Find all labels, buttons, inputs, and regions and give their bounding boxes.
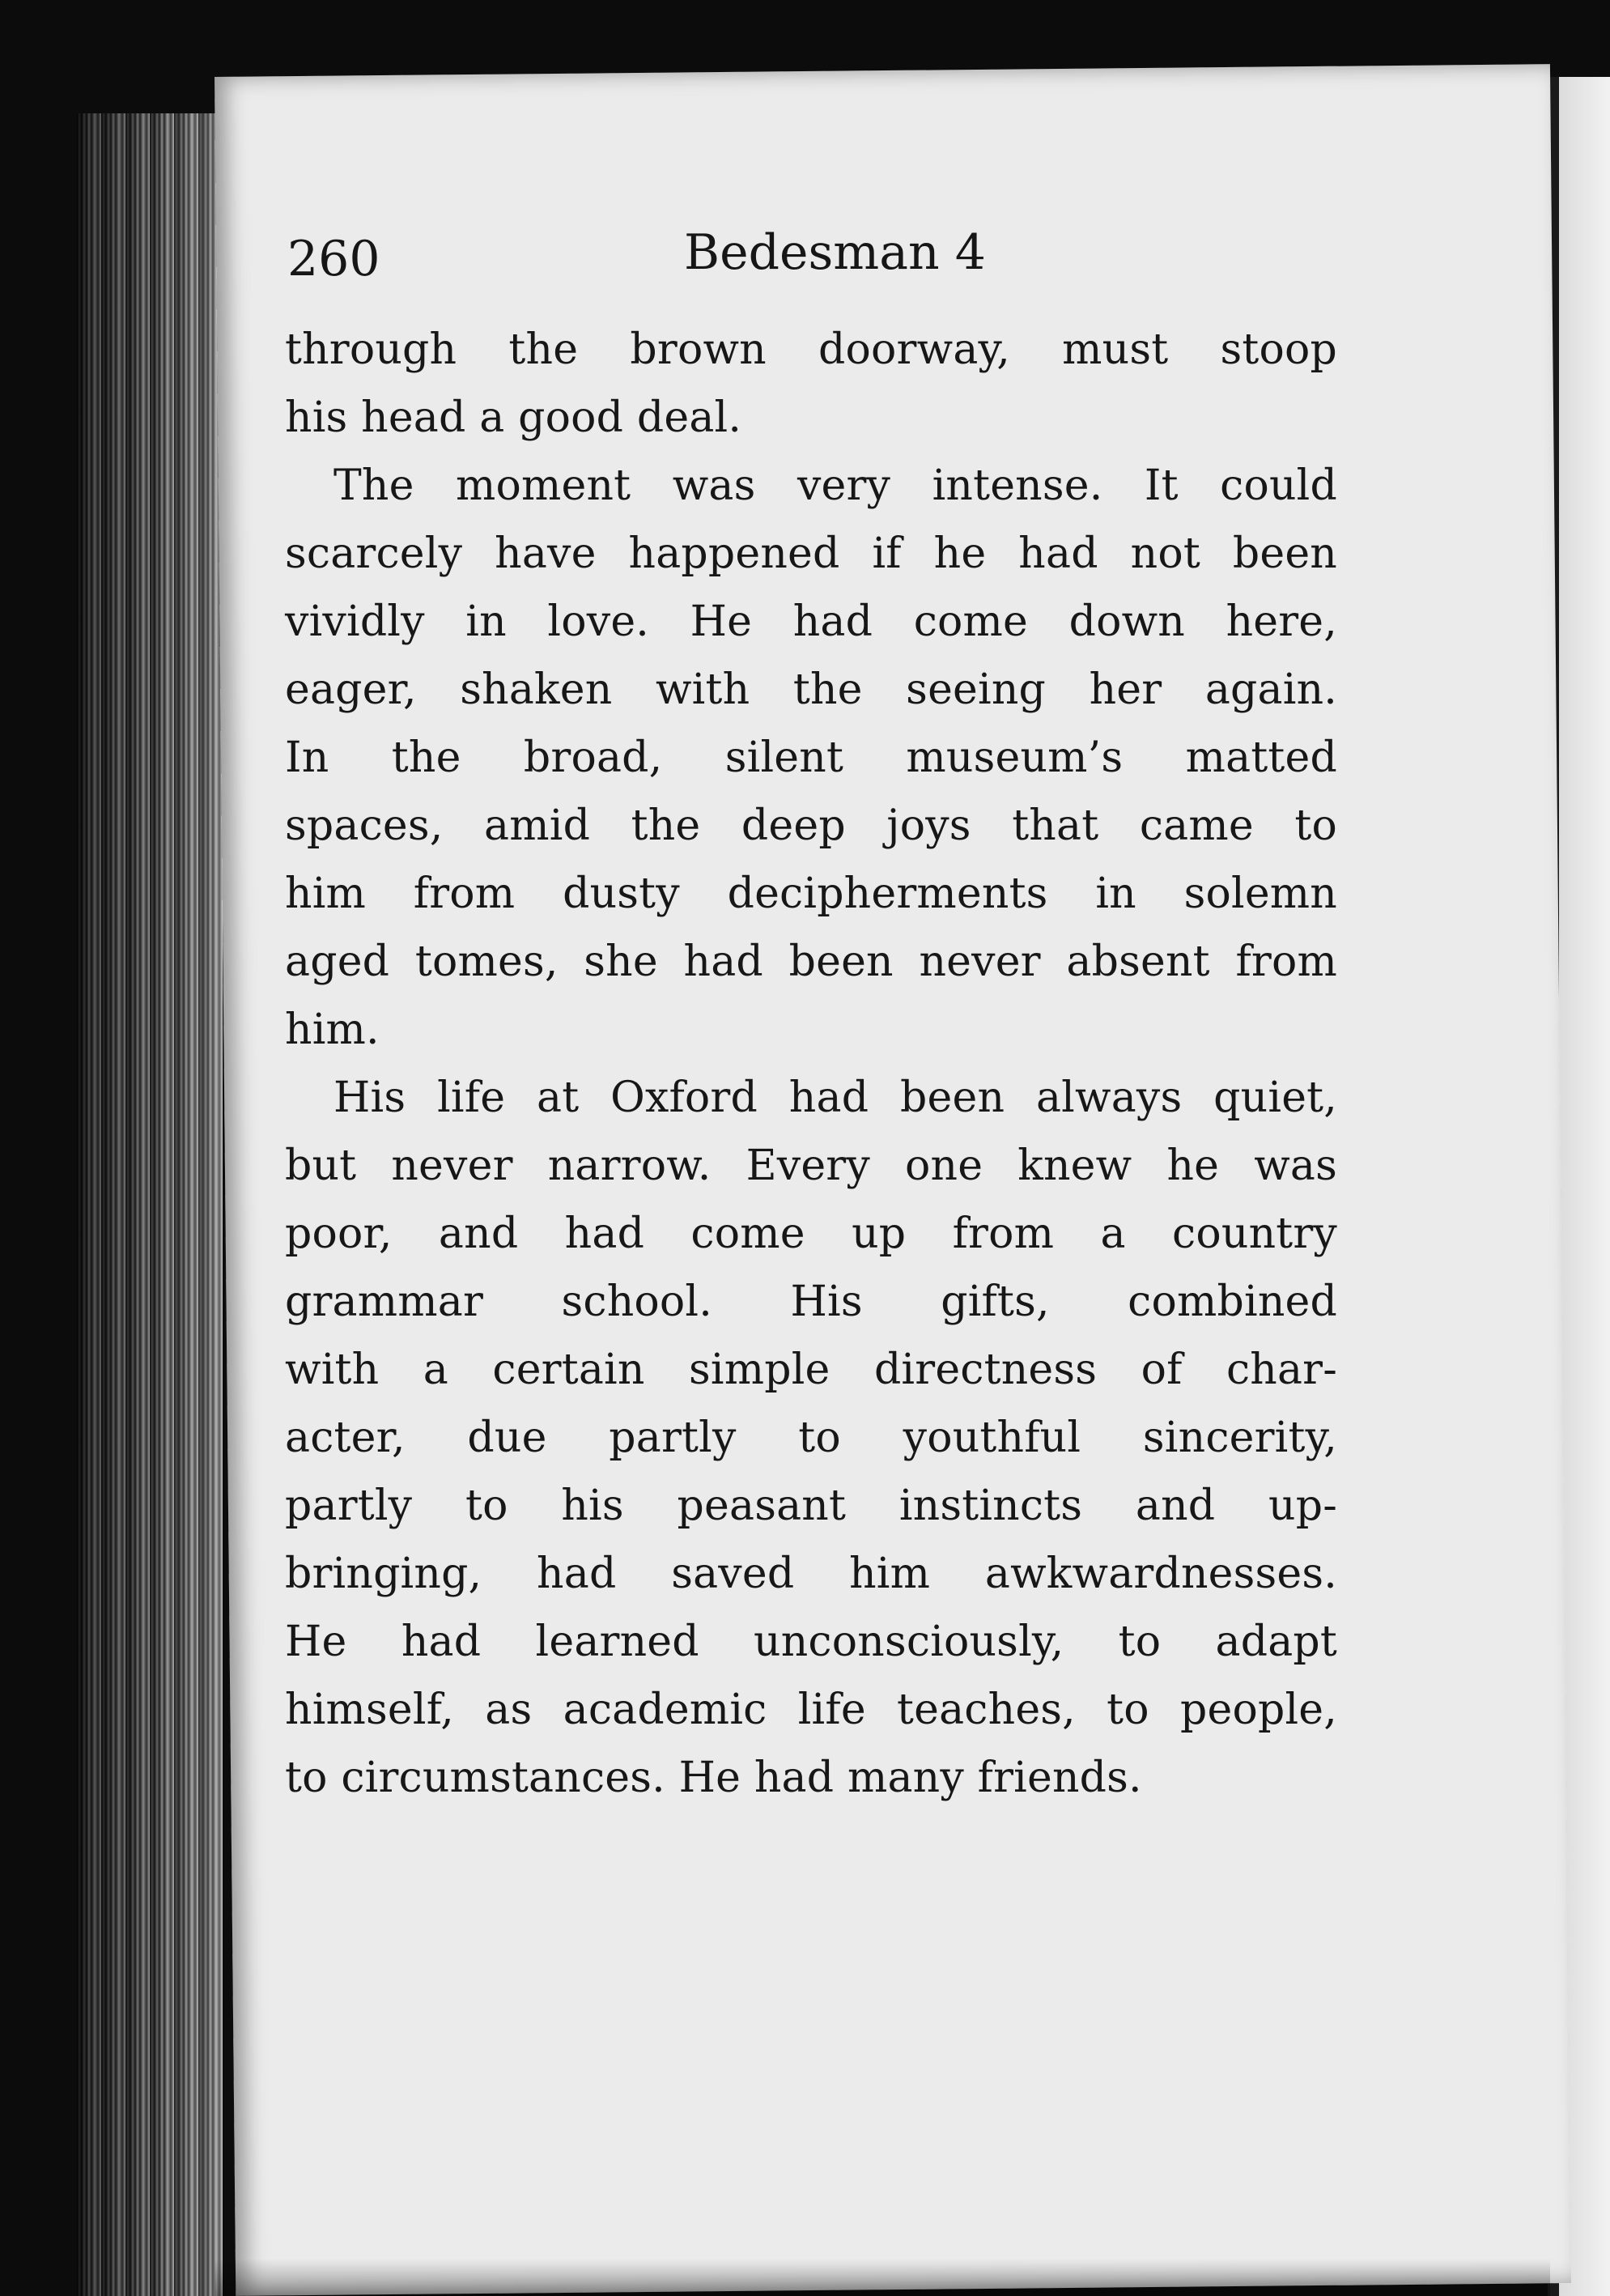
text-line: aged tomes, she had been never absent from xyxy=(285,938,1337,986)
text-line: bringing, had saved him awkwardnesses. xyxy=(285,1550,1337,1598)
text-line: grammar school. His gifts, combined xyxy=(285,1278,1337,1326)
running-head xyxy=(287,224,1340,320)
body-text xyxy=(285,316,1353,1812)
text-line: The moment was very intense. It could xyxy=(333,461,1337,510)
book-page-edges xyxy=(77,113,223,2296)
text-line: him. xyxy=(285,1006,380,1054)
text-line: vividly in love. He had come down here, xyxy=(285,597,1337,646)
text-line: to circumstances. He had many friends. xyxy=(285,1754,1142,1802)
text-line: but never narrow. Every one knew he was xyxy=(285,1142,1337,1190)
text-line: In the broad, silent museum’s matted xyxy=(285,733,1337,782)
text-line: with a certain simple directness of char- xyxy=(285,1346,1337,1394)
text-line: his head a good deal. xyxy=(285,393,742,442)
page-bottom-shadow xyxy=(215,2259,1550,2296)
text-line: eager, shaken with the seeing her again. xyxy=(285,665,1337,714)
text-line: him from dusty decipherments in solemn xyxy=(285,870,1337,918)
text-line: He had learned unconsciously, to adapt xyxy=(285,1618,1337,1666)
running-title: Bedesman 4 xyxy=(684,224,986,281)
text-line: himself, as academic life teaches, to people, xyxy=(285,1686,1337,1734)
page-number: 260 xyxy=(287,231,380,287)
text-line: partly to his peasant instincts and up- xyxy=(285,1482,1337,1530)
text-line: His life at Oxford had been always quiet, xyxy=(333,1074,1337,1122)
text-line: through the brown doorway, must stoop xyxy=(285,325,1337,374)
text-line: spaces, amid the deep joys that came to xyxy=(285,801,1337,850)
text-line: poor, and had come up from a country xyxy=(285,1210,1337,1258)
text-line: acter, due partly to youthful sincerity, xyxy=(285,1414,1337,1462)
text-line: scarcely have happened if he had not been xyxy=(285,529,1337,578)
